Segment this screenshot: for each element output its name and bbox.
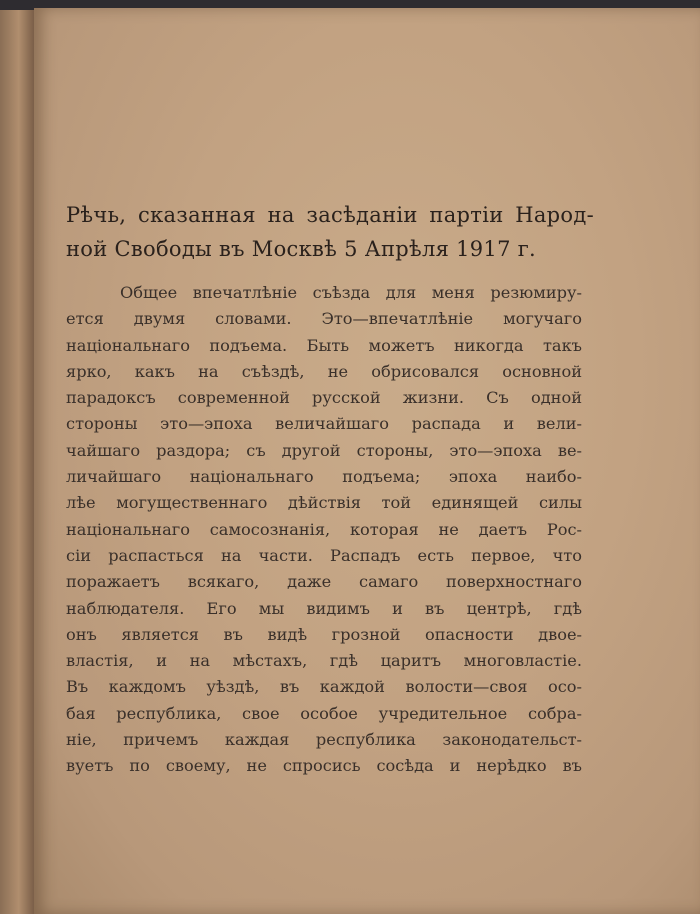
body-line: чайшаго раздора; съ другой стороны, это—эпоха ве- (66, 440, 582, 460)
body-line: Въ каждомъ уѣздѣ, въ каждой волости—своя осо- (66, 677, 582, 697)
body-line: національнаго подъема. Быть можетъ никогда такъ (66, 335, 582, 355)
body-line: наблюдателя. Его мы видимъ и въ центрѣ, гдѣ (66, 598, 582, 618)
body-line: ярко, какъ на съѣздѣ, не обрисовался основной (66, 361, 582, 381)
body-line: властія, и на мѣстахъ, гдѣ царитъ многовластіе. (66, 651, 582, 671)
body-line: вуетъ по своему, не спросись сосѣда и нерѣдко въ (66, 756, 582, 776)
body-line: ется двумя словами. Это—впечатлѣніе могучаго (66, 309, 582, 329)
body-line: сіи распасться на части. Распадъ есть первое, что (66, 545, 582, 565)
body-line: Общее впечатлѣніе съѣзда для меня резюмиру- (120, 283, 582, 302)
speech-body (66, 280, 582, 780)
speech-title (66, 198, 594, 266)
body-line: личайшаго національнаго подъема; эпоха наибо- (66, 467, 582, 487)
body-line: парадоксъ современной русской жизни. Съ одной (66, 388, 582, 408)
left-page-edge (0, 10, 34, 914)
body-line: поражаетъ всякаго, даже самаго поверхностнаго (66, 572, 582, 592)
body-line: національнаго самосознанія, которая не даетъ Рос- (66, 519, 582, 539)
body-line: стороны это—эпоха величайшаго распада и вели- (66, 414, 582, 434)
body-line: ніе, причемъ каждая республика законодательст- (66, 730, 582, 750)
title-line: ной Свободы въ Москвѣ 5 Апрѣля 1917 г. (66, 237, 537, 261)
body-line: онъ является въ видѣ грозной опасности двое- (66, 624, 582, 644)
body-line: лѣе могущественнаго дѣйствія той единящей силы (66, 493, 582, 513)
body-line: бая республика, свое особое учредительное собра- (66, 703, 582, 723)
title-line: Рѣчь, сказанная на засѣданіи партіи Народ- (66, 203, 594, 227)
